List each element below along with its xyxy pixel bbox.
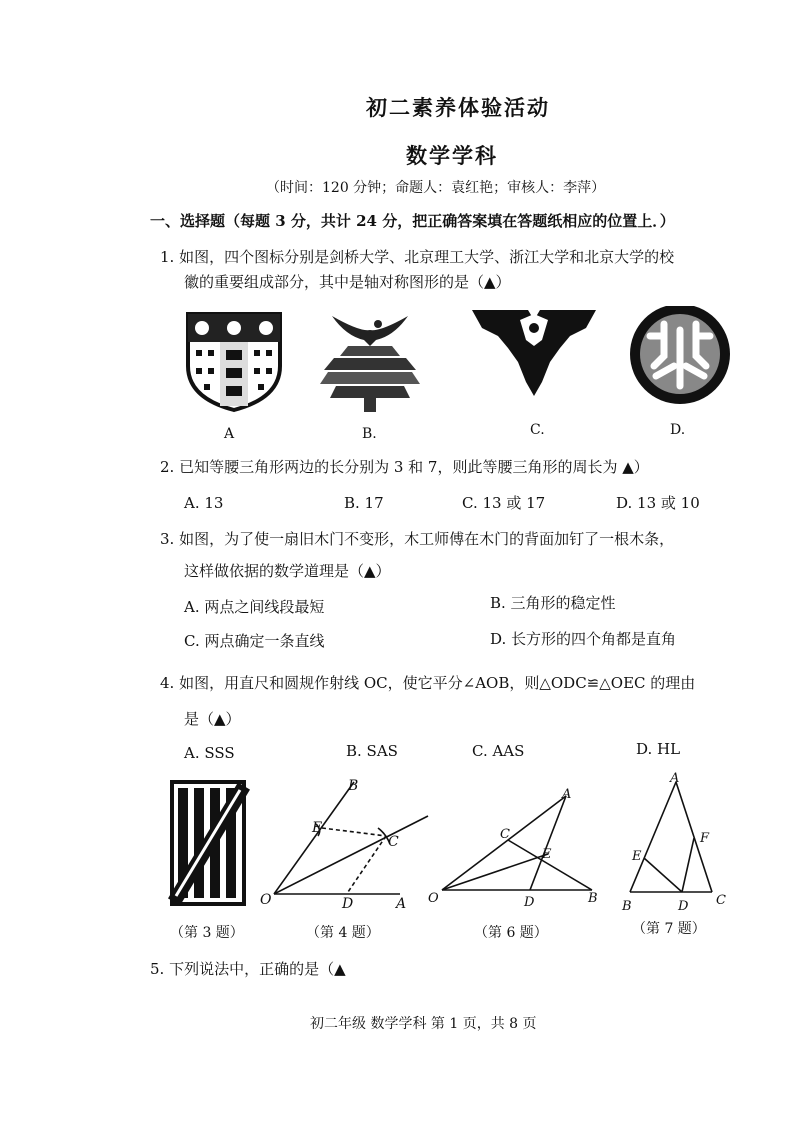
fig7-label-e: E xyxy=(632,849,642,864)
emblem-label-b: B. xyxy=(362,426,377,442)
fig7-label-a: A xyxy=(670,771,680,786)
fig6-label-a: A xyxy=(562,787,572,802)
question-3-line-2: 这样做依据的数学道理是（▲） xyxy=(184,562,391,580)
question-2: 2. 已知等腰三角形两边的长分别为 3 和 7，则此等腰三角形的周长为 ▲） xyxy=(160,458,649,476)
fig4-label-b: B xyxy=(348,778,359,794)
question-3-option-a: A. 两点之间线段最短 xyxy=(184,598,325,616)
question-4-line-2: 是（▲） xyxy=(184,710,241,728)
question-3-option-c: C. 两点确定一条直线 xyxy=(184,632,325,650)
question-1-emblems xyxy=(180,306,780,416)
emblem-b-tree-icon xyxy=(320,316,420,412)
emblem-label-c: C. xyxy=(530,422,545,438)
exam-title: 初二素养体验活动 xyxy=(366,95,550,120)
figures-row xyxy=(160,770,750,915)
section-heading: 一、选择题（每题 3 分，共计 24 分，把正确答案填在答题纸相应的位置上．） xyxy=(150,212,675,230)
fig7-label-b: B xyxy=(622,899,632,914)
emblem-label-d: D. xyxy=(670,422,686,438)
question-2-option-d: D. 13 或 10 xyxy=(616,494,700,512)
figure-3-door xyxy=(172,782,244,904)
emblem-c-eagle-icon xyxy=(472,310,596,396)
caption-figure-4: （第 4 题） xyxy=(306,925,380,941)
fig6-label-b: B xyxy=(588,891,598,906)
question-4-line-1: 4. 如图，用直尺和圆规作射线 OC，使它平分∠AOB，则△ODC≌△OEC 的理由 xyxy=(160,674,696,692)
subject-title: 数学学科 xyxy=(406,143,498,168)
fig7-label-f: F xyxy=(700,831,710,846)
fig4-label-e: E xyxy=(312,820,323,836)
fig4-label-d: D xyxy=(342,896,354,912)
page-footer: 初二年级 数学学科 第 1 页，共 8 页 xyxy=(310,1016,537,1032)
question-5: 5. 下列说法中，正确的是（▲ xyxy=(150,960,346,978)
figure-4-angle xyxy=(274,782,428,894)
question-4-option-b: B. SAS xyxy=(346,742,398,760)
fig6-label-e: E xyxy=(542,847,552,862)
question-4-option-d: D. HL xyxy=(636,740,681,758)
question-2-option-b: B. 17 xyxy=(344,494,384,512)
caption-figure-6: （第 6 题） xyxy=(474,925,548,941)
question-4-option-a: A. SSS xyxy=(184,744,235,762)
exam-meta: （时间：120 分钟；命题人：袁红艳；审核人：李萍） xyxy=(266,180,606,196)
question-1-line-2: 徽的重要组成部分，其中是轴对称图形的是（▲） xyxy=(184,273,511,291)
fig7-label-d: D xyxy=(678,899,689,914)
question-3-option-b: B. 三角形的稳定性 xyxy=(490,594,616,612)
question-2-option-a: A. 13 xyxy=(184,494,224,512)
question-3-option-d: D. 长方形的四个角都是直角 xyxy=(490,630,677,648)
emblem-d-seal-icon xyxy=(630,306,730,404)
fig4-label-a: A xyxy=(396,896,407,912)
question-4-option-c: C. AAS xyxy=(472,742,525,760)
question-1-line-1: 1. 如图，四个图标分别是剑桥大学、北京理工大学、浙江大学和北京大学的校 xyxy=(160,248,675,266)
question-3-line-1: 3. 如图，为了使一扇旧木门不变形，木工师傅在木门的背面加钉了一根木条， xyxy=(160,530,675,548)
fig4-label-c: C xyxy=(388,834,399,850)
emblem-label-a: A xyxy=(224,426,235,442)
fig4-label-o: O xyxy=(260,892,272,908)
figure-6-triangle xyxy=(442,796,592,890)
question-2-option-c: C. 13 或 17 xyxy=(462,494,546,512)
fig7-label-c: C xyxy=(716,893,726,908)
caption-figure-3: （第 3 题） xyxy=(170,925,244,941)
emblem-a-shield-icon xyxy=(188,314,280,410)
fig6-label-c: C xyxy=(500,827,510,842)
fig6-label-o: O xyxy=(428,891,439,906)
caption-figure-7: （第 7 题） xyxy=(632,921,706,937)
fig6-label-d: D xyxy=(524,895,535,910)
